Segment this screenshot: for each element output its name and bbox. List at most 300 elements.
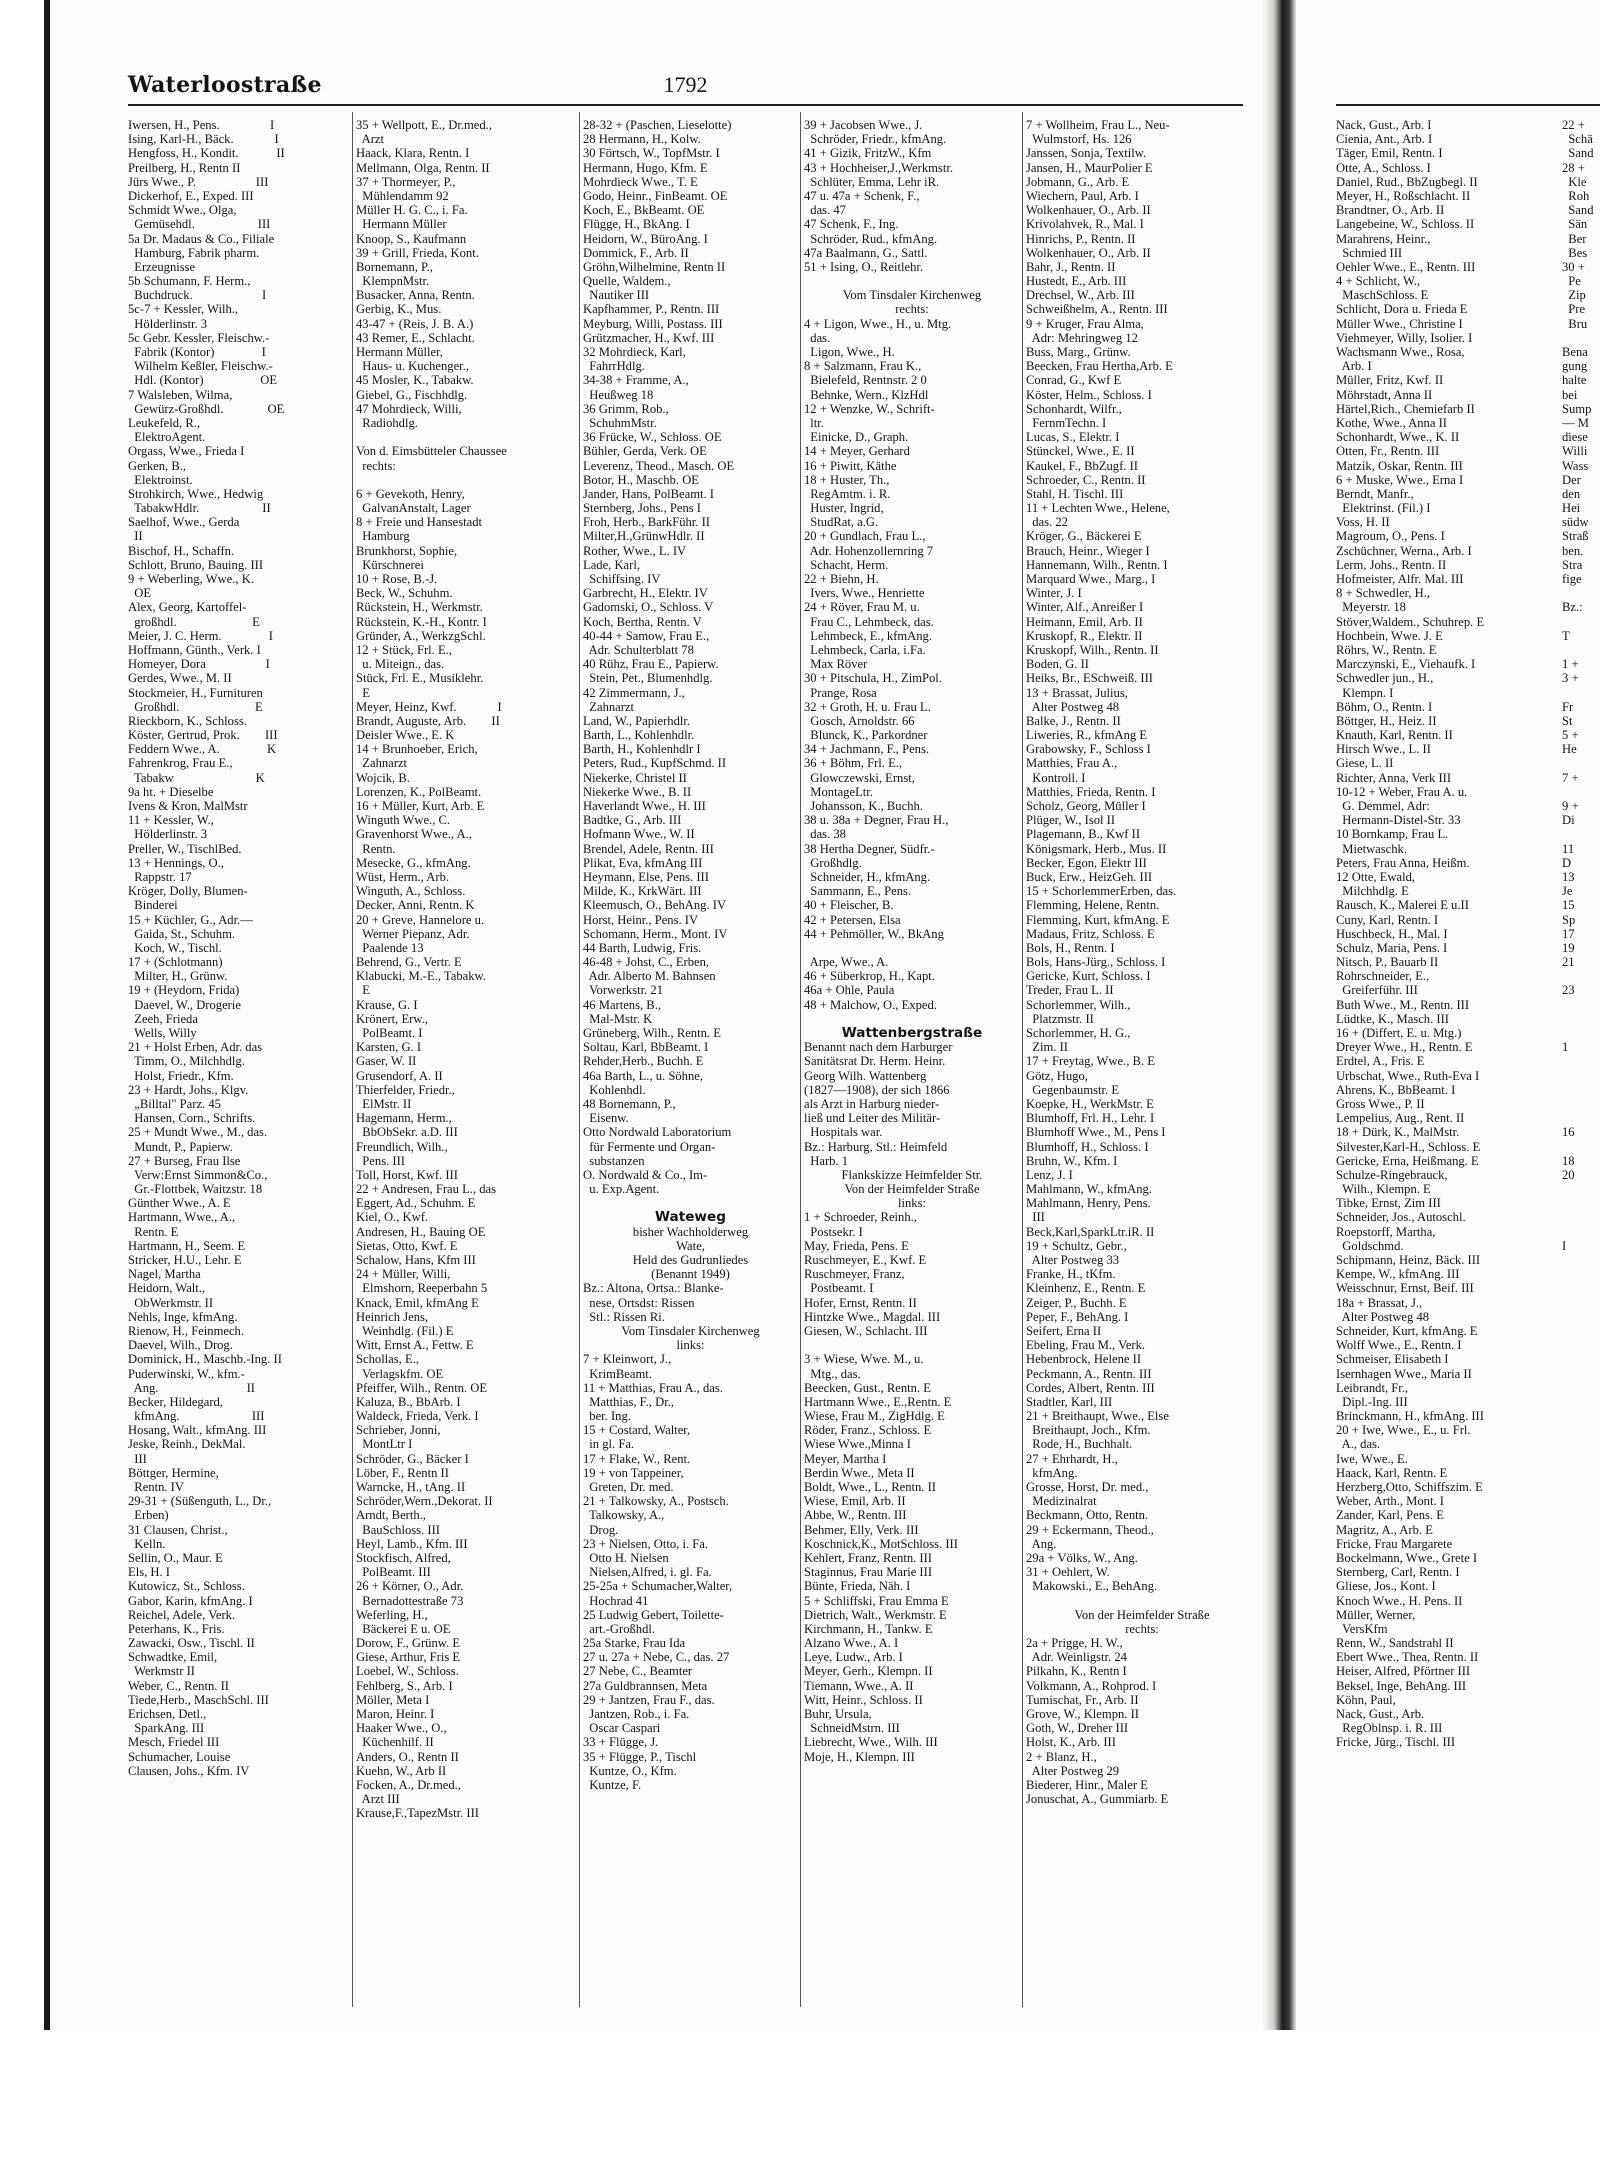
- directory-entry-line: 14 + Meyer, Gerhard: [804, 444, 910, 459]
- directory-entry-line: Kempe, W., kfmAng. III: [1336, 1267, 1460, 1282]
- directory-entry-line: Zander, Karl, Pens. E: [1336, 1508, 1444, 1523]
- directory-entry-line: u. Exp.Agent.: [583, 1182, 660, 1197]
- directory-entry-line: Schrieber, Jonni,: [356, 1423, 441, 1438]
- directory-entry-line: Wiese Wwe.,Minna I: [804, 1437, 911, 1452]
- directory-entry-line: Rieckborn, K., Schloss.: [128, 713, 247, 728]
- directory-entry-line: Beecken, Frau Hertha,Arb. E: [1026, 359, 1173, 374]
- directory-entry-line: Dickerhof, E., Exped. III: [128, 188, 254, 203]
- directory-entry-line: Stadtler, Karl, III: [1026, 1394, 1113, 1409]
- directory-entry-line: Postsekr. I: [804, 1224, 863, 1239]
- directory-entry-line: Böhm, O., Rentn. I: [1336, 699, 1433, 714]
- directory-entry-line: 41 + Gizik, FritzW., Kfm: [804, 146, 932, 161]
- directory-entry-line: Sammann, E., Pens.: [804, 884, 912, 899]
- section-caption: Vom Tinsdaler Kirchenweg: [621, 1323, 760, 1338]
- directory-entry-line: Behmer, Elly, Verk. III: [804, 1522, 919, 1537]
- directory-entry-line: Müller, Werner,: [1336, 1607, 1416, 1622]
- directory-entry-line: Lempelius, Aug., Rent. II: [1336, 1111, 1465, 1126]
- directory-entry-line: 44 Barth, Ludwig, Fris.: [583, 940, 702, 955]
- directory-entry-line: Arndt, Berth.,: [356, 1508, 426, 1523]
- directory-entry-line: Je: [1562, 884, 1573, 899]
- directory-entry-line: Heymann, Else, Pens. III: [583, 869, 709, 884]
- directory-entry-line: Viehmeyer, Willy, Isolier. I: [1336, 330, 1473, 345]
- directory-entry-line: Kaluza, B., BbArb. I: [356, 1394, 461, 1409]
- directory-entry-line: Schmied III: [1336, 245, 1403, 260]
- directory-entry-line: Günther Wwe., A. E: [128, 1196, 231, 1211]
- directory-entry-line: Fr: [1562, 699, 1574, 714]
- directory-entry-line: Georg Wilh. Wattenberg: [804, 1068, 927, 1083]
- directory-entry-line: 38 u. 38a + Degner, Frau H.,: [804, 813, 949, 828]
- directory-entry-line: 29-31 + (Süßenguth, L., Dr.,: [128, 1494, 272, 1509]
- directory-entry-line: 29 + Jantzen, Frau F., das.: [583, 1692, 715, 1707]
- directory-entry-line: 27 + Ehrhardt, H.,: [1026, 1451, 1118, 1466]
- directory-entry-line: Timm, O., Milchhdlg.: [128, 1054, 245, 1069]
- facing-header-rule: [1336, 104, 1600, 106]
- directory-entry-line: [1026, 1594, 1258, 1608]
- directory-entry-line: Werkmstr II: [128, 1664, 195, 1679]
- directory-entry-line: [804, 1338, 1020, 1352]
- directory-entry-line: 13 + Hennings, O.,: [128, 855, 224, 870]
- directory-entry-line: 27a Guldbrannsen, Meta: [583, 1678, 708, 1693]
- directory-entry-line: [356, 473, 577, 487]
- directory-entry-line: Seifert, Erna II: [1026, 1323, 1102, 1338]
- directory-entry-line: 38 Hertha Degner, Südfr.-: [804, 841, 935, 856]
- directory-entry-line: Mundt, P., Papierw.: [128, 1139, 233, 1154]
- directory-entry-line: Müller Wwe., Christine I: [1336, 316, 1463, 331]
- directory-entry-line: 31 Clausen, Christ.,: [128, 1522, 228, 1537]
- directory-entry-line: Maron, Heinr. I: [356, 1707, 435, 1721]
- directory-column-1: [128, 118, 350, 2013]
- directory-entry-line: Ebert Wwe., Thea, Rentn. II: [1336, 1650, 1479, 1665]
- directory-entry-line: Stein, Pet., Blumenhdlg.: [583, 671, 713, 686]
- directory-entry-line: Jander, Hans, PolBeamt. I: [583, 486, 715, 501]
- directory-entry-line: Heiks, Br., ESchweiß. III: [1026, 671, 1153, 686]
- directory-entry-line: Elmshorn, Reeperbahn 5: [356, 1281, 488, 1296]
- section-caption: Flankskizze Heimfelder Str.: [841, 1167, 983, 1182]
- directory-entry-line: Rienow, H., Feinmech.: [128, 1323, 245, 1338]
- directory-entry-line: Zip: [1562, 288, 1586, 303]
- directory-entry-line: Alter Postweg 29: [1026, 1763, 1120, 1778]
- directory-entry-line: Meyer, Gerh., Klempn. II: [804, 1664, 933, 1679]
- directory-entry-line: Milchhdlg. E: [1336, 884, 1409, 899]
- directory-entry-line: Liweries, R., kfmAng E: [1026, 728, 1148, 743]
- directory-entry-line: Boldt, Wwe., L., Rentn. II: [804, 1480, 936, 1494]
- directory-entry-line: Dorow, F., Grünw. E: [356, 1636, 461, 1651]
- directory-entry-line: Alter Postweg 48: [1336, 1309, 1430, 1324]
- directory-entry-line: Müller H. G. C., i. Fa.: [356, 203, 468, 218]
- directory-entry-line: Otte, A., Schloss. I: [1336, 160, 1431, 175]
- directory-entry-line: Magroum, O., Pens. I: [1336, 529, 1445, 544]
- directory-entry-line: Liebrecht, Wwe., Wilh. III: [804, 1735, 938, 1750]
- directory-entry-line: Böttger, Hermine,: [128, 1465, 219, 1480]
- directory-entry-line: May, Frieda, Pens. E: [804, 1238, 909, 1253]
- running-head: [128, 72, 1243, 106]
- directory-entry-line: 34 + Jachmann, F., Pens.: [804, 742, 930, 757]
- directory-entry-line: Hartmann, H., Seem. E: [128, 1238, 246, 1253]
- section-caption: rechts:: [895, 302, 929, 317]
- directory-entry-line: Behrend, G., Vertr. E: [356, 955, 462, 970]
- directory-entry-line: Zschüchner, Werna., Arb. I: [1336, 543, 1472, 558]
- directory-entry-line: 35 + Wellpott, E., Dr.med.,: [356, 118, 492, 132]
- directory-entry-line: Schneider, Kurt, kfmAng. E: [1336, 1323, 1478, 1338]
- directory-entry-line: Roepstorff, Martha,: [1336, 1224, 1436, 1239]
- directory-entry-line: 4 + Ligon, Wwe., H., u. Mtg.: [804, 316, 952, 331]
- directory-entry-line: TabakwHdlr. II: [128, 501, 271, 516]
- directory-entry-line: Loebel, W., Schloss.: [356, 1664, 459, 1679]
- directory-entry-line: Kehlert, Franz, Rentn. III: [804, 1550, 932, 1565]
- directory-entry-line: Bruhn, W., Kfm. I: [1026, 1153, 1118, 1168]
- directory-entry-line: Barth, L., Kohlenhdlr.: [583, 728, 695, 743]
- directory-entry-line: Pens. III: [356, 1153, 405, 1168]
- directory-entry-line: Nehls, Inge, kfmAng.: [128, 1309, 238, 1324]
- directory-entry-line: Kröger, Dolly, Blumen-: [128, 884, 248, 899]
- directory-entry-line: Mohrdieck Wwe., T. E: [583, 174, 698, 189]
- directory-entry-line: art.-Großhdl.: [583, 1621, 656, 1636]
- directory-entry-line: [1562, 615, 1600, 629]
- directory-entry-line: 29 + Eckermann, Theod.,: [1026, 1522, 1154, 1537]
- directory-entry-line: Peper, F., BehAng. I: [1026, 1309, 1129, 1324]
- directory-entry-line: Rückstein, H., Werkmstr.: [356, 600, 483, 615]
- directory-entry-line: Götz, Hugo,: [1026, 1068, 1088, 1083]
- directory-entry-line: Schneider, H., kfmAng.: [804, 869, 931, 884]
- directory-entry-line: Staginnus, Frau Marie III: [804, 1565, 933, 1580]
- directory-entry-line: ber. Ing.: [583, 1409, 631, 1424]
- directory-entry-line: Köhn, Paul,: [1336, 1692, 1396, 1707]
- directory-entry-line: Meyer, Heinz, Kwf. I: [356, 699, 502, 714]
- directory-entry-line: Arzt: [356, 132, 384, 147]
- directory-entry-line: 28 Hermann, H., Kolw.: [583, 132, 701, 147]
- directory-entry-line: Benannt nach dem Harburger: [804, 1040, 953, 1055]
- directory-entry-line: Milter,H.,GrünwHdlr. II: [583, 529, 705, 544]
- directory-entry-line: 40 Rühz, Frau E., Papierw.: [583, 657, 719, 672]
- directory-entry-line: 46 Martens, B.,: [583, 997, 662, 1012]
- directory-entry-line: Hermann Müller: [356, 217, 447, 232]
- directory-entry-line: OE: [128, 586, 152, 601]
- directory-entry-line: Bischof, H., Schaffn.: [128, 543, 235, 558]
- directory-entry-line: den: [1562, 486, 1581, 501]
- directory-entry-line: Peters, Frau Anna, Heißm.: [1336, 855, 1470, 870]
- directory-entry-line: Bernadottestraße 73: [356, 1593, 464, 1608]
- facing-page-head: [1336, 72, 1600, 106]
- directory-entry-line: halte: [1562, 373, 1587, 388]
- directory-entry-line: Magritz, A., Arb. E: [1336, 1522, 1433, 1537]
- directory-entry-line: 27 + Burseg, Frau Ilse: [128, 1153, 241, 1168]
- directory-entry-line: 33 + Flügge, J.: [583, 1735, 659, 1750]
- directory-entry-line: Ligon, Wwe., H.: [804, 345, 895, 359]
- directory-entry-line: 28 +: [1562, 160, 1585, 175]
- directory-entry-line: Heinrich Jens,: [356, 1309, 429, 1324]
- directory-entry-line: Kelln.: [128, 1536, 166, 1551]
- directory-entry-line: Lehmbeck, E., kfmAng.: [804, 628, 933, 643]
- directory-entry-line: 17 + Freytag, Wwe., B. E: [1026, 1054, 1155, 1069]
- directory-entry-line: rechts:: [356, 458, 396, 473]
- directory-entry-line: Brandtner, O., Arb. II: [1336, 203, 1445, 218]
- directory-entry-line: Pilkahn, K., Rentn I: [1026, 1664, 1127, 1679]
- directory-entry-line: Flügge, H., BkAng. I: [583, 217, 690, 232]
- directory-entry-line: südw: [1562, 515, 1589, 530]
- directory-entry-line: Grove, W., Klempn. II: [1026, 1707, 1139, 1721]
- directory-entry-line: III: [1026, 1210, 1045, 1225]
- directory-entry-line: Ising, Karl-H., Bäck. I: [128, 132, 279, 147]
- directory-entry-line: Heimann, Emil, Arb. II: [1026, 614, 1143, 629]
- directory-entry-line: Mal-Mstr. K: [583, 1011, 653, 1026]
- directory-entry-line: Peterhans, K., Fris.: [128, 1621, 225, 1636]
- directory-entry-line: [1562, 586, 1600, 600]
- directory-entry-line: Madaus, Fritz, Schloss. E: [1026, 926, 1155, 941]
- directory-entry-line: Sand: [1562, 146, 1594, 161]
- directory-entry-line: 19 + von Tappeiner,: [583, 1465, 684, 1480]
- header-rule: [128, 104, 1243, 106]
- directory-entry-line: 4 + Schlicht, W.,: [1336, 274, 1421, 289]
- directory-entry-line: als Arzt in Harburg nieder-: [804, 1096, 940, 1111]
- directory-entry-line: für Fermente und Organ-: [583, 1139, 716, 1154]
- directory-entry-line: Jansen, H., MaurPolier E: [1026, 160, 1153, 175]
- directory-entry-line: Rentn.: [356, 841, 396, 856]
- directory-entry-line: Gr.-Flottbek, Waitzstr. 18: [128, 1182, 263, 1197]
- directory-entry-line: 12 Otte, Ewald,: [1336, 869, 1416, 884]
- directory-entry-line: Kröger, G., Bäckerei E: [1026, 529, 1142, 544]
- directory-entry-line: Arpe, Wwe., A.: [804, 955, 889, 970]
- directory-entry-line: 35 + Flügge, P., Tischl: [583, 1749, 697, 1764]
- directory-entry-line: 36 + Böhm, Frl. E.,: [804, 756, 903, 771]
- directory-entry-line: Giebel, G., Fischhdlg.: [356, 387, 468, 402]
- directory-entry-line: 48 Bornemann, P.,: [583, 1096, 676, 1111]
- directory-entry-line: Anders, O., Rentn II: [356, 1749, 459, 1764]
- directory-entry-line: Wass: [1562, 458, 1589, 473]
- directory-entry-line: Otto H. Nielsen: [583, 1550, 669, 1565]
- directory-entry-line: [804, 1012, 1020, 1026]
- directory-entry-line: Küchenhilf. II: [356, 1735, 434, 1750]
- directory-entry-line: MontageLtr.: [804, 784, 873, 799]
- directory-entry-line: Heidorn, W., BüroAng. I: [583, 231, 708, 246]
- directory-entry-line: Kruskopf, R., Elektr. II: [1026, 628, 1143, 643]
- directory-entry-line: 21 + Talkowsky, A., Postsch.: [583, 1494, 729, 1509]
- directory-entry-line: Schweißhelm, A., Rentn. III: [1026, 302, 1168, 317]
- directory-entry-line: 27 Nebe, C., Beamter: [583, 1664, 693, 1679]
- directory-entry-line: Breithaupt, Joch., Kfm.: [1026, 1423, 1151, 1438]
- directory-entry-line: Hochrad 41: [583, 1593, 649, 1608]
- directory-entry-line: Schorlemmer, H. G.,: [1026, 1026, 1131, 1040]
- directory-entry-line: Daevel, Wilh., Drog.: [128, 1338, 233, 1353]
- directory-entry-line: 15: [1562, 898, 1575, 913]
- directory-entry-line: Tabakw K: [128, 770, 265, 785]
- directory-entry-line: Kaukel, F., BbZugf. II: [1026, 458, 1138, 473]
- directory-entry-line: 21: [1562, 955, 1575, 970]
- directory-entry-line: Königsmark, Herb., Mus. II: [1026, 841, 1167, 856]
- directory-entry-line: Gewürz-Großhdl. OE: [128, 401, 285, 416]
- directory-entry-line: Rentn. E: [128, 1224, 179, 1239]
- directory-entry-line: 32 Mohrdieck, Karl,: [583, 345, 686, 359]
- directory-entry-line: 11 + Matthias, Frau A., das.: [583, 1380, 723, 1395]
- directory-entry-line: Alter Postweg 33: [1026, 1253, 1120, 1267]
- directory-entry-line: Lucas, S., Elektr. I: [1026, 430, 1120, 445]
- directory-entry-line: Biederer, Hinr., Maler E: [1026, 1777, 1148, 1792]
- directory-entry-line: 17: [1562, 926, 1575, 941]
- section-caption: Wate,: [676, 1238, 705, 1253]
- directory-entry-line: Grabowsky, F., Schloss I: [1026, 742, 1151, 757]
- directory-entry-line: Iwersen, H., Pens. I: [128, 118, 275, 132]
- directory-entry-line: Lehmbeck, Carla, i.Fa.: [804, 642, 926, 657]
- directory-entry-line: Paalende 13: [356, 940, 424, 955]
- directory-entry-line: Alter Postweg 48: [1026, 699, 1120, 714]
- directory-entry-line: Bz.:: [1562, 600, 1583, 615]
- directory-entry-line: Deisler Wwe., E. K: [356, 728, 455, 743]
- directory-entry-line: Sellin, O., Maur. E: [128, 1550, 223, 1565]
- directory-entry-line: Koepke, H., WerkMstr. E: [1026, 1096, 1154, 1111]
- directory-entry-line: G. Demmel, Adr:: [1336, 799, 1430, 813]
- directory-entry-line: [1562, 1012, 1600, 1026]
- directory-entry-line: Urbschat, Wwe., Ruth-Eva I: [1336, 1068, 1480, 1083]
- directory-entry-line: Hofmeister, Alfr. Mal. III: [1336, 572, 1464, 586]
- directory-entry-line: [356, 430, 577, 444]
- directory-entry-line: 42 + Petersen, Elsa: [804, 912, 901, 927]
- directory-entry-line: 1: [1562, 1040, 1569, 1055]
- directory-entry-line: Dommick, F., Arb. II: [583, 245, 689, 260]
- directory-entry-line: Marahrens, Heinr.,: [1336, 231, 1431, 246]
- directory-entry-line: Arb. I: [1336, 359, 1372, 374]
- directory-entry-line: 18 + Dürk, K., MalMstr.: [1336, 1125, 1460, 1140]
- directory-entry-line: Fabrik (Kontor) I: [128, 345, 266, 359]
- directory-entry-line: Daniel, Rud., BbZugbegl. II: [1336, 174, 1478, 189]
- directory-entry-line: Lüdtke, K., Masch. III: [1336, 1011, 1449, 1026]
- directory-entry-line: 10 Bornkamp, Frau L.: [1336, 827, 1449, 842]
- directory-entry-line: Winter, Alf., Anreißer I: [1026, 600, 1144, 615]
- directory-entry-line: Adr. Weinligstr. 24: [1026, 1650, 1127, 1665]
- directory-entry-line: Gaida, St., Schuhm.: [128, 926, 236, 941]
- directory-entry-line: Cordes, Albert, Rentn. III: [1026, 1380, 1155, 1395]
- directory-entry-line: Heidorn, Walt.,: [128, 1281, 206, 1296]
- scan-bottom-margin: [0, 2030, 1600, 2177]
- directory-entry-line: 17 + (Schlotmann): [128, 955, 223, 970]
- directory-entry-line: Zahnarzt: [583, 699, 635, 714]
- directory-entry-line: Buck, Erw., HeizGeh. III: [1026, 869, 1153, 884]
- directory-entry-line: Nack, Gust., Arb. I: [1336, 118, 1432, 132]
- directory-entry-line: BbObSekr. a.D. III: [356, 1125, 458, 1140]
- directory-entry-line: Lerm, Johs., Rentn. II: [1336, 557, 1447, 572]
- directory-entry-line: Blunck, K., Parkordner: [804, 728, 928, 743]
- directory-entry-line: Hinrichs, P., Rentn. II: [1026, 231, 1136, 246]
- directory-entry-line: Ang. II: [128, 1380, 255, 1395]
- directory-entry-line: substanzen: [583, 1153, 645, 1168]
- directory-entry-line: Eggert, Ad., Schuhm. E: [356, 1196, 476, 1211]
- directory-entry-line: Kiel, O., Kwf.: [356, 1210, 429, 1225]
- directory-entry-line: ben.: [1562, 543, 1584, 558]
- directory-entry-line: 25-25a + Schumacher,Walter,: [583, 1579, 733, 1594]
- directory-entry-line: Elektroinst.: [128, 472, 193, 487]
- directory-entry-line: Fehlberg, S., Arb. I: [356, 1678, 453, 1693]
- directory-entry-line: das. 38: [804, 827, 846, 842]
- directory-entry-line: 7 + Wollheim, Frau L., Neu-: [1026, 118, 1170, 132]
- directory-entry-line: Rohrschneider, E.,: [1336, 969, 1430, 984]
- section-caption: Von der Heimfelder Straße: [1074, 1607, 1210, 1622]
- directory-entry-line: 2 + Blanz, H.,: [1026, 1749, 1097, 1764]
- directory-entry-line: 25 + Mundt Wwe., M., das.: [128, 1125, 268, 1140]
- directory-entry-line: 29a + Völks, W., Ang.: [1026, 1550, 1138, 1565]
- directory-entry-line: Grützmacher, H., Kwf. III: [583, 330, 715, 345]
- directory-entry-line: Schwadtke, Emil,: [128, 1650, 218, 1665]
- directory-entry-line: Bols, Hans-Jürg., Schloss. I: [1026, 955, 1166, 970]
- directory-entry-line: Ruschmeyer, E., Kwf. E: [804, 1253, 927, 1267]
- directory-entry-line: Sternberg, Johs., Pens I: [583, 501, 702, 516]
- directory-entry-line: Heußweg 18: [583, 387, 654, 402]
- directory-entry-line: 26 + Körner, O., Adr.: [356, 1579, 464, 1594]
- page-number: 1792: [663, 72, 708, 97]
- column-divider: [352, 112, 353, 2007]
- directory-entry-line: Schipmann, Heinz, Bäck. III: [1336, 1253, 1481, 1267]
- directory-entry-line: [1562, 998, 1600, 1012]
- directory-entry-line: Giese, Arthur, Fris E: [356, 1650, 461, 1665]
- directory-entry-line: Schulz, Maria, Pens. I: [1336, 940, 1448, 955]
- directory-entry-line: Schorlemmer, Wilh.,: [1026, 997, 1131, 1012]
- directory-entry-line: Erdtel, A., Fris. E: [1336, 1054, 1425, 1069]
- directory-entry-line: Behnke, Wern., KlzHdl: [804, 387, 929, 402]
- directory-entry-line: Adr. Hohenzollernring 7: [804, 543, 934, 558]
- directory-entry-line: Mahlmann, W., kfmAng.: [1026, 1182, 1152, 1197]
- directory-entry-line: Pfeiffer, Wilh., Rentn. OE: [356, 1380, 488, 1395]
- directory-entry-line: Elektrinst. (Fil.) I: [1336, 501, 1431, 516]
- directory-entry-line: Hdl. (Kontor) OE: [128, 373, 278, 388]
- directory-entry-line: 19 + (Heydorn, Frida): [128, 983, 240, 998]
- directory-entry-line: Di: [1562, 813, 1575, 828]
- directory-entry-line: KrimBeamt.: [583, 1366, 652, 1381]
- directory-entry-line: Drechsel, W., Arb. III: [1026, 288, 1135, 303]
- directory-entry-line: 5 + Schliffski, Frau Emma E: [804, 1593, 949, 1608]
- directory-entry-line: Adr. Alberto M. Bahnsen: [583, 969, 716, 984]
- directory-entry-line: 24 + Röver, Frau M. u.: [804, 600, 920, 615]
- directory-entry-line: Mühlendamm 92: [356, 188, 449, 203]
- directory-entry-line: St: [1562, 713, 1573, 728]
- directory-entry-line: 24 + Müller, Willi,: [356, 1267, 451, 1282]
- directory-entry-line: Schmidt Wwe., Olga,: [128, 203, 237, 218]
- directory-entry-line: SchuhmMstr.: [583, 415, 657, 430]
- directory-entry-line: Isernhagen Wwe., Maria II: [1336, 1366, 1472, 1381]
- directory-entry-line: Cienia, Ant., Arb. I: [1336, 132, 1433, 147]
- directory-entry-line: Gadomski, O., Schloss. V: [583, 600, 714, 615]
- directory-entry-line: 46 + Süberkrop, H., Kapt.: [804, 969, 935, 984]
- directory-entry-line: StudRat, a.G.: [804, 515, 879, 530]
- directory-entry-line: Möhrstadt, Anna II: [1336, 387, 1433, 402]
- directory-entry-line: 21 + Holst Erben, Adr. das: [128, 1040, 263, 1055]
- directory-entry-line: Buth Wwe., M., Rentn. III: [1336, 997, 1470, 1012]
- directory-entry-line: Warncke, H., tAng. II: [356, 1480, 466, 1494]
- directory-column-5: [1026, 118, 1258, 2013]
- directory-entry-line: Feddern Wwe., A. K: [128, 742, 277, 757]
- directory-entry-line: Giese, L. II: [1336, 756, 1394, 771]
- directory-entry-line: Knauth, Karl, Rentn. II: [1336, 728, 1453, 743]
- directory-entry-line: ltr.: [804, 415, 824, 430]
- directory-entry-line: Kleemusch, O., BehAng. IV: [583, 898, 727, 913]
- directory-entry-line: in gl. Fa.: [583, 1437, 635, 1452]
- directory-entry-line: Schlüter, Emma, Lehr iR.: [804, 174, 940, 189]
- directory-entry-line: 51 + Ising, O., Reitlehr.: [804, 259, 924, 274]
- directory-entry-line: Arzt III: [356, 1792, 400, 1807]
- directory-entry-line: 15 + SchorlemmerErben, das.: [1026, 884, 1177, 899]
- directory-entry-line: Scholz, Georg, Müller I: [1026, 799, 1146, 813]
- directory-entry-line: Köster, Helm., Schloss. I: [1026, 387, 1152, 402]
- directory-entry-line: Adr. Schulterblatt 78: [583, 642, 694, 657]
- directory-entry-line: 17 + Flake, W., Rent.: [583, 1451, 691, 1466]
- directory-entry-line: Matthies, Frieda, Rentn. I: [1026, 784, 1156, 799]
- directory-column-4: [804, 118, 1020, 2013]
- directory-entry-line: Cuny, Karl, Rentn. I: [1336, 912, 1439, 927]
- directory-entry-line: 20 + Greve, Hannelore u.: [356, 912, 485, 927]
- directory-entry-line: Schmeiser, Elisabeth I: [1336, 1352, 1449, 1367]
- directory-entry-line: Schumacher, Louise: [128, 1749, 231, 1764]
- directory-entry-line: Hospitals war.: [804, 1125, 883, 1140]
- directory-entry-line: 16 + (Differt, E. u. Mtg.): [1336, 1026, 1462, 1040]
- directory-entry-line: Röder, Franz., Schloss. E: [804, 1423, 932, 1438]
- directory-entry-line: Kuntze, F.: [583, 1777, 642, 1792]
- directory-entry-line: GalvanAnstalt, Lager: [356, 501, 471, 516]
